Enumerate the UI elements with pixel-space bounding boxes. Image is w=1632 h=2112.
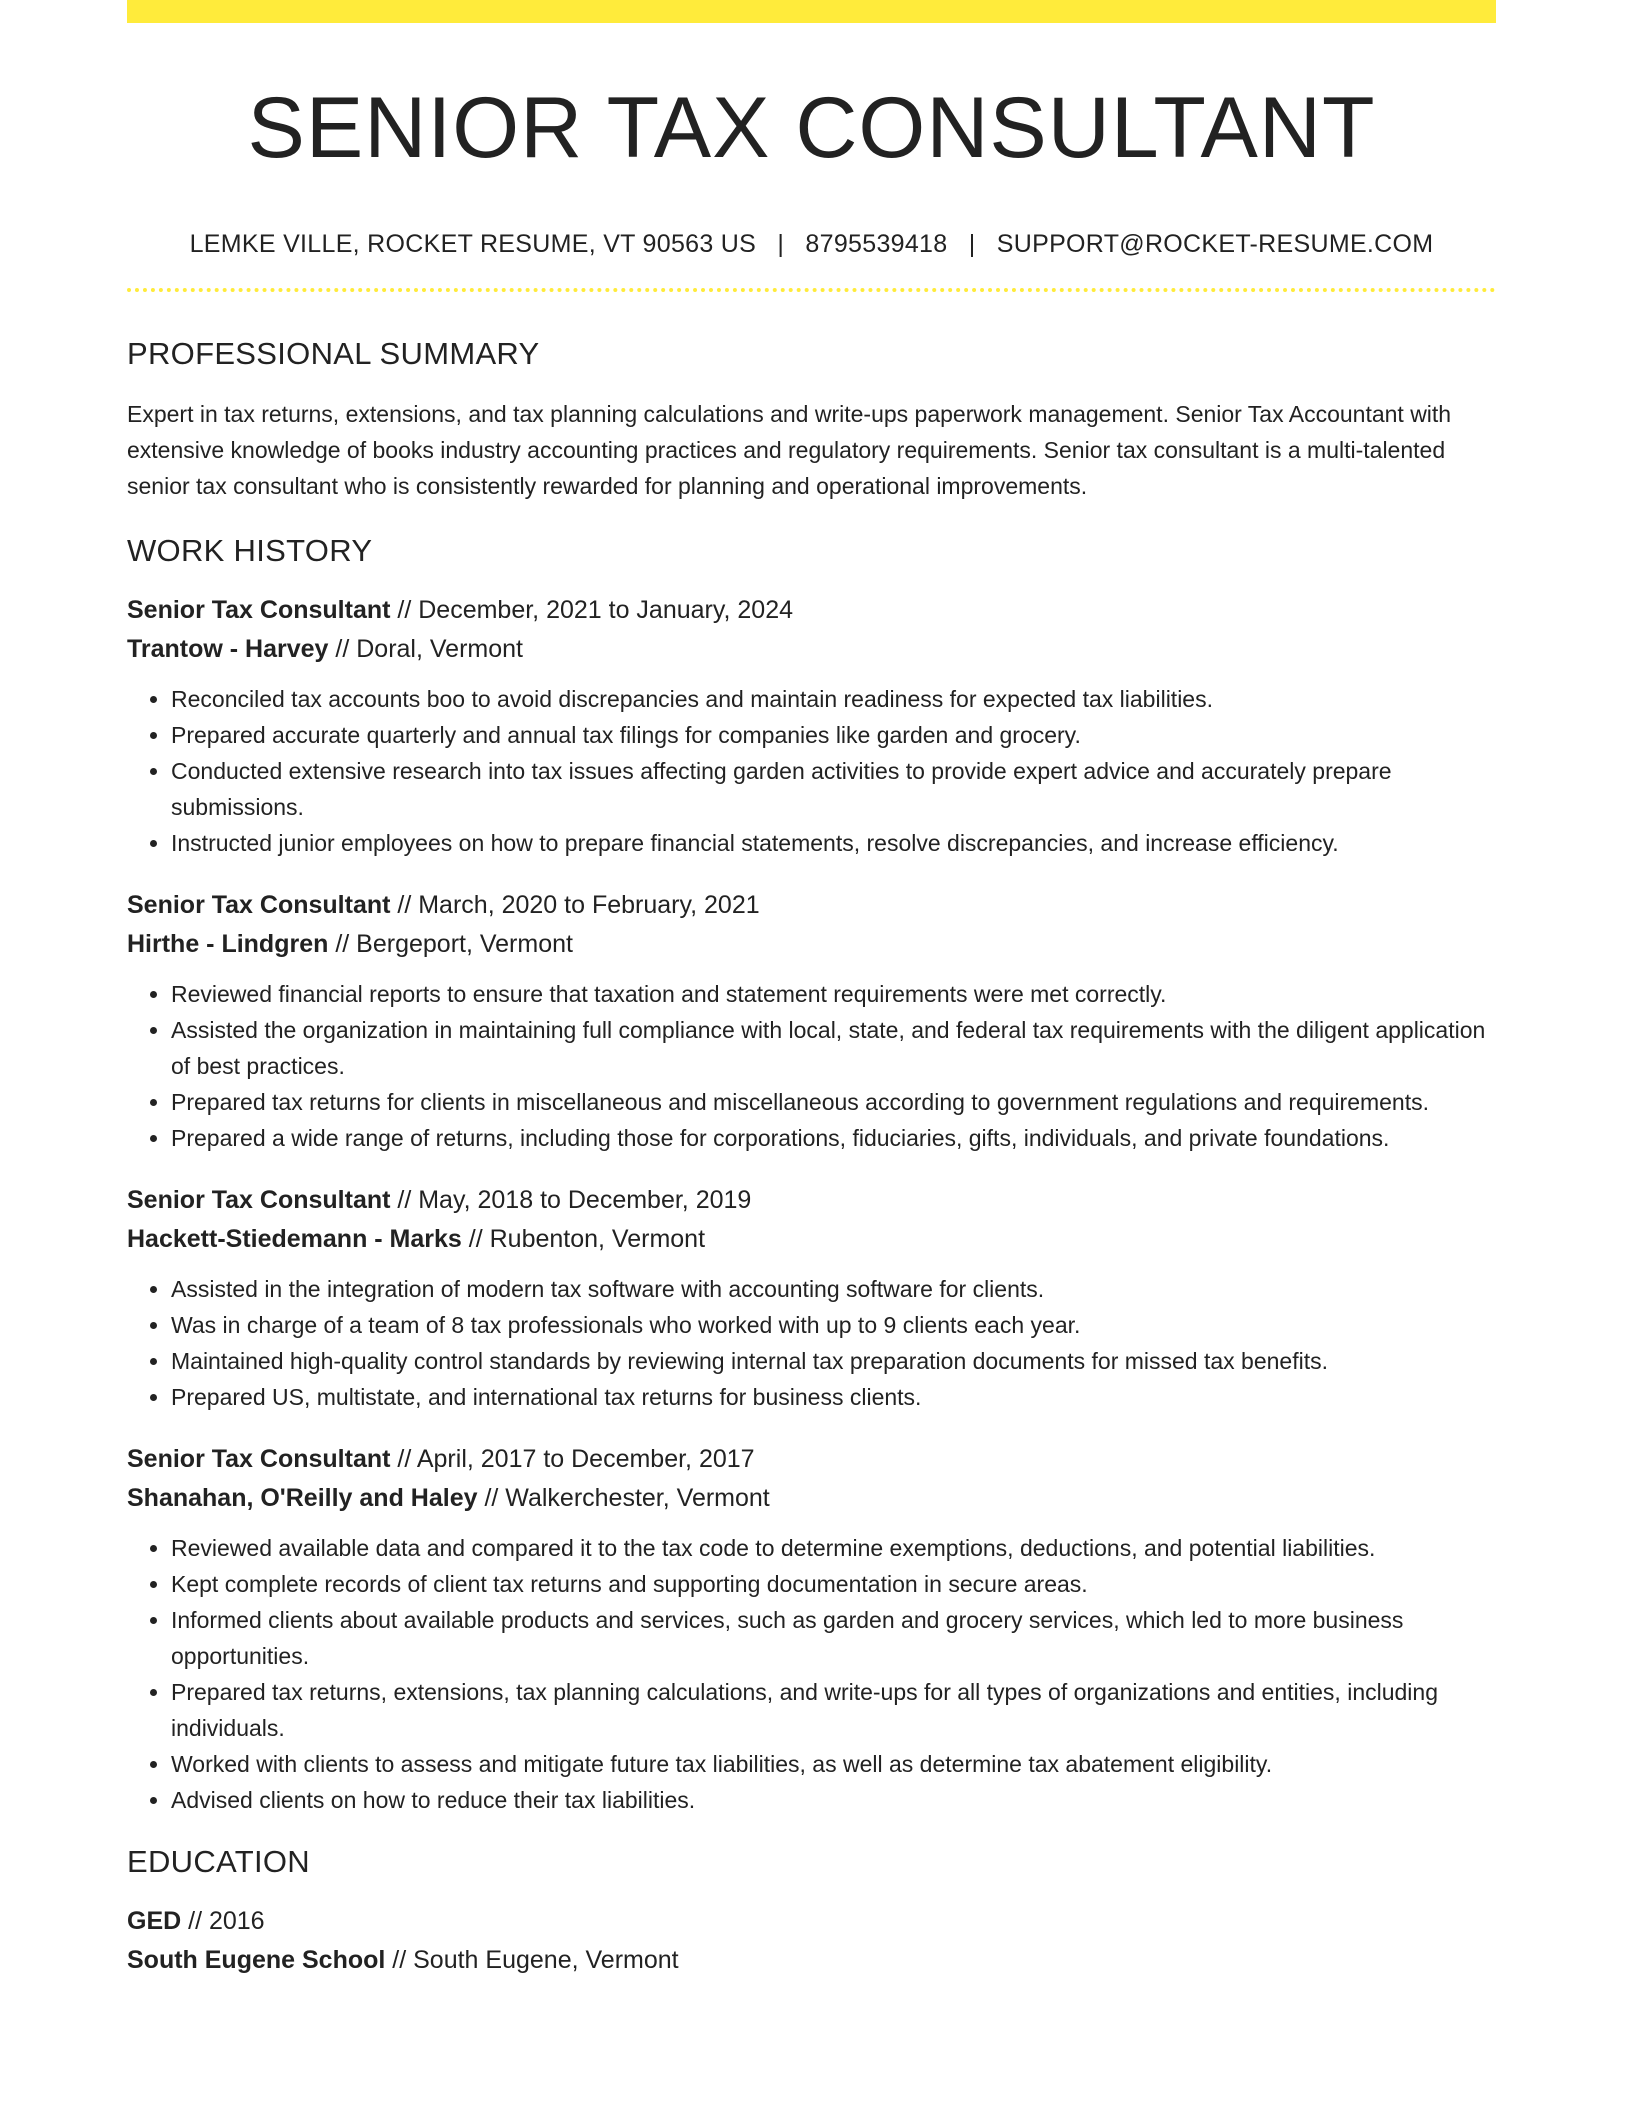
job-duties-list bbox=[127, 1271, 1496, 1415]
job-company: Shanahan, O'Reilly and Haley bbox=[127, 1483, 478, 1512]
job-duty: • Maintained high-quality control standards by reviewing internal tax preparation documents for missed tax benefits. bbox=[171, 1343, 1496, 1379]
education-degree: GED bbox=[127, 1906, 182, 1935]
education-school: South Eugene School bbox=[127, 1945, 386, 1974]
job-duty: • Prepared US, multistate, and international tax returns for business clients. bbox=[171, 1379, 1496, 1415]
job-duties-list bbox=[127, 681, 1496, 861]
job-title-line bbox=[127, 591, 1496, 630]
job-duty: • Conducted extensive research into tax issues affecting garden activities to provide expert advice and accurately prepare submissions. bbox=[171, 753, 1496, 825]
education-entry bbox=[127, 1902, 1496, 1980]
job-duties-list bbox=[127, 1530, 1496, 1818]
job-duty: • Prepared a wide range of returns, including those for corporations, fiduciaries, gifts, individuals, and private foundations. bbox=[171, 1120, 1496, 1156]
job-company-line bbox=[127, 1220, 1496, 1259]
job-duty: • Worked with clients to assess and mitigate future tax liabilities, as well as determine tax abatement eligibility. bbox=[171, 1746, 1496, 1782]
job-dates: // May, 2018 to December, 2019 bbox=[390, 1185, 752, 1214]
job-duty: • Reviewed available data and compared it to the tax code to determine exemptions, deductions, and potential liabilities. bbox=[171, 1530, 1496, 1566]
job-company: Trantow - Harvey bbox=[127, 634, 329, 663]
education-school-line bbox=[127, 1941, 1496, 1980]
job-duty: • Prepared accurate quarterly and annual tax filings for companies like garden and grocery. bbox=[171, 717, 1496, 753]
job-duty: • Assisted the organization in maintaining full compliance with local, state, and federal tax requirements with the diligent application of best practices. bbox=[171, 1012, 1496, 1084]
job-duty: • Instructed junior employees on how to prepare financial statements, resolve discrepancies, and increase efficiency. bbox=[171, 825, 1496, 861]
job-location: // Doral, Vermont bbox=[328, 634, 523, 663]
job-duty: • Informed clients about available products and services, such as garden and grocery services, which led to more business opportunities. bbox=[171, 1602, 1496, 1674]
job-entry bbox=[127, 1440, 1496, 1818]
job-duty: • Prepared tax returns, extensions, tax planning calculations, and write-ups for all types of organizations and entities, including individuals. bbox=[171, 1674, 1496, 1746]
job-dates: // December, 2021 to January, 2024 bbox=[390, 595, 794, 624]
resume-page bbox=[127, 0, 1496, 1980]
summary-text: Expert in tax returns, extensions, and tax planning calculations and write-ups paperwork management. Senior Tax Accountant with extensive knowledge of books industry accounting practices and regulatory requirements. Senior tax consultant is a multi-talented senior tax consultant who is consistently rewarded for planning and operational improvements. bbox=[127, 400, 1452, 499]
job-duty: • Was in charge of a team of 8 tax professionals who worked with up to 9 clients each year. bbox=[171, 1307, 1496, 1343]
job-duties-list bbox=[127, 976, 1496, 1156]
contact-email: SUPPORT@ROCKET-RESUME.COM bbox=[996, 229, 1434, 258]
education-location: // South Eugene, Vermont bbox=[385, 1945, 679, 1974]
job-title: Senior Tax Consultant bbox=[127, 595, 391, 624]
contact-phone: 8795539418 bbox=[805, 229, 948, 258]
contact-separator: | bbox=[777, 229, 785, 258]
job-duty: • Reconciled tax accounts boo to avoid discrepancies and maintain readiness for expected tax liabilities. bbox=[171, 681, 1496, 717]
education-degree-line bbox=[127, 1902, 1496, 1941]
job-location: // Rubenton, Vermont bbox=[461, 1224, 706, 1253]
job-title-line bbox=[127, 886, 1496, 925]
job-location: // Walkerchester, Vermont bbox=[477, 1483, 770, 1512]
job-entry bbox=[127, 1181, 1496, 1415]
job-company-line bbox=[127, 1479, 1496, 1518]
job-duty: • Advised clients on how to reduce their tax liabilities. bbox=[171, 1782, 1496, 1818]
job-duty: • Prepared tax returns for clients in miscellaneous and miscellaneous according to government regulations and requirements. bbox=[171, 1084, 1496, 1120]
job-company: Hirthe - Lindgren bbox=[127, 929, 329, 958]
job-company: Hackett-Stiedemann - Marks bbox=[127, 1224, 462, 1253]
job-entry bbox=[127, 886, 1496, 1156]
job-title: Senior Tax Consultant bbox=[127, 1444, 391, 1473]
summary-heading: PROFESSIONAL SUMMARY bbox=[127, 335, 540, 371]
job-title: Senior Tax Consultant bbox=[127, 1185, 391, 1214]
job-dates: // April, 2017 to December, 2017 bbox=[390, 1444, 755, 1473]
education-heading: EDUCATION bbox=[127, 1843, 310, 1879]
job-duty: • Assisted in the integration of modern tax software with accounting software for clients. bbox=[171, 1271, 1496, 1307]
job-title-line bbox=[127, 1440, 1496, 1479]
contact-address: LEMKE VILLE, ROCKET RESUME, VT 90563 US bbox=[189, 229, 757, 258]
contact-line bbox=[127, 230, 1496, 259]
education-year: // 2016 bbox=[181, 1906, 265, 1935]
job-dates: // March, 2020 to February, 2021 bbox=[390, 890, 760, 919]
job-title-line bbox=[127, 1181, 1496, 1220]
job-duty: • Kept complete records of client tax returns and supporting documentation in secure areas. bbox=[171, 1566, 1496, 1602]
job-entry bbox=[127, 591, 1496, 861]
job-company-line bbox=[127, 630, 1496, 669]
job-duty: • Reviewed financial reports to ensure that taxation and statement requirements were met correctly. bbox=[171, 976, 1496, 1012]
resume-title: SENIOR TAX CONSULTANT bbox=[247, 80, 1376, 176]
work-history-heading: WORK HISTORY bbox=[127, 532, 373, 568]
accent-top-bar bbox=[127, 0, 1496, 23]
job-location: // Bergeport, Vermont bbox=[328, 929, 573, 958]
job-title: Senior Tax Consultant bbox=[127, 890, 391, 919]
contact-separator: | bbox=[968, 229, 976, 258]
job-company-line bbox=[127, 925, 1496, 964]
dotted-divider bbox=[127, 288, 1496, 292]
